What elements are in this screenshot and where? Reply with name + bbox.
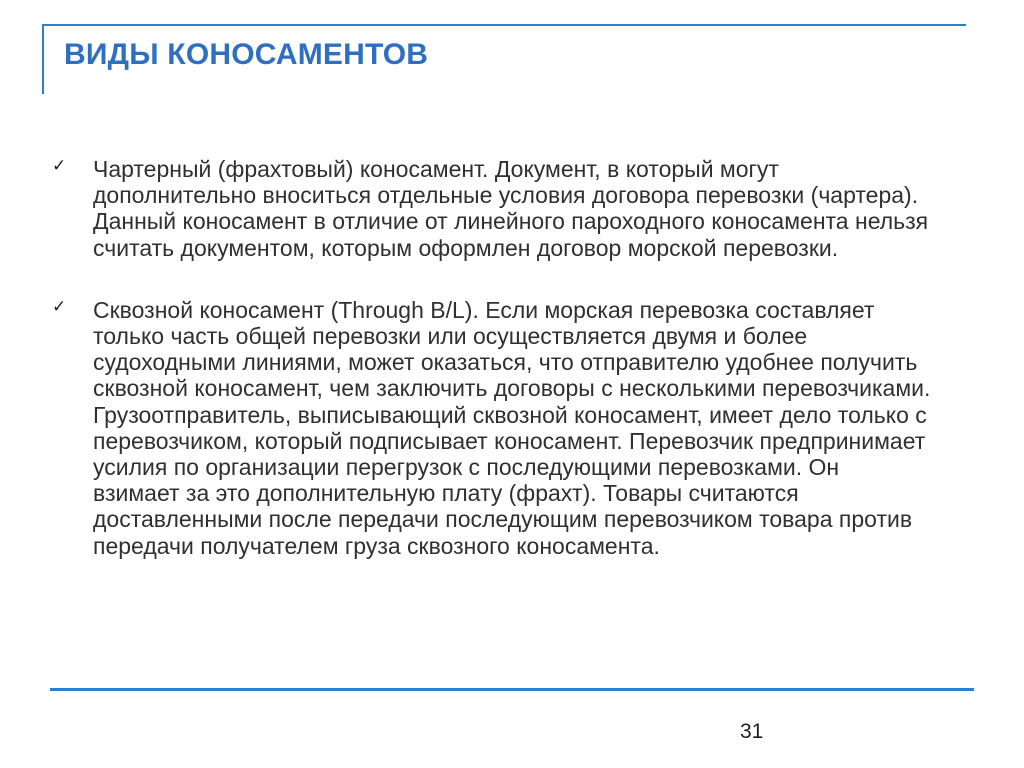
bullet-text: Чартерный (фрахтовый) коносамент. Документ, в который могут дополнительно вноситься отдельные условия договора перевозки (чартера). Данный коносамент в отличие от линейного пароходного коносамента нельзя считать документом, которым оформлен договор морской перевозки. — [93, 156, 929, 261]
check-icon: ✓ — [52, 156, 67, 175]
bottom-divider — [50, 688, 974, 691]
title-left-accent-line — [42, 24, 44, 94]
bullet-item — [52, 297, 932, 559]
bullet-list — [52, 156, 932, 559]
bullet-text: Сквозной коносамент (Through B/L). Если морская перевозка составляет только часть общей перевозки или осуществляется двумя и более судоходными линиями, может оказаться, что отправителю удобнее получить сквозной коносамент, чем заключить договоры с несколькими перевозчиками. Грузоотправитель, выписывающий сквозной коносамент, имеет дело только с перевозчиком, который подписывает коносамент. Перевозчик предпринимает усилия по организации перегрузок с последующими перевозками. Он взимает за это дополнительную плату (фрахт). Товары считаются доставленными после передачи последующим перевозчиком товара против передачи получателем груза сквозного коносамента. — [93, 296, 931, 559]
slide-title: ВИДЫ КОНОСАМЕНТОВ — [64, 38, 429, 71]
top-divider — [42, 24, 966, 26]
bullet-item — [52, 156, 932, 261]
page-number: 31 — [740, 720, 764, 743]
check-icon: ✓ — [52, 296, 67, 316]
